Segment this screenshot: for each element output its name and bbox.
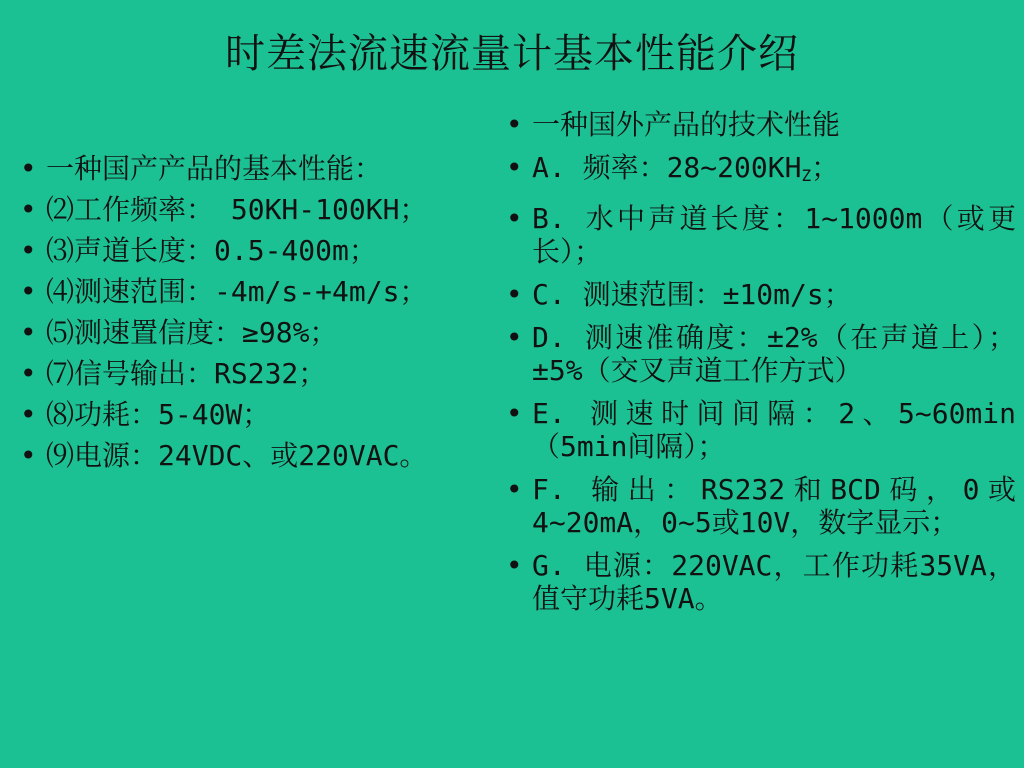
list-item xyxy=(500,202,1016,268)
bullet-icon: • xyxy=(506,151,523,184)
bullet-icon: • xyxy=(506,473,523,506)
list-item-text: E. 测速时间间隔：2、5~60min（5min间隔）； xyxy=(532,397,1016,463)
bullet-icon: • xyxy=(506,278,523,311)
bullet-icon: • xyxy=(20,357,37,390)
list-item-text: ⑵工作频率： 50KH-100KH； xyxy=(46,193,428,226)
bullet-icon: • xyxy=(20,439,37,472)
list-item-text: 一种国外产品的技术性能 xyxy=(532,108,841,141)
right-bullet-list xyxy=(500,108,1016,625)
list-item xyxy=(14,398,462,431)
list-item-text: ⑻功耗：5-40W； xyxy=(46,398,271,431)
slide-title: 时差法流速流量计基本性能介绍 xyxy=(225,31,799,77)
bullet-icon: • xyxy=(20,398,37,431)
list-item-text: ⑼电源：24VDC、或220VAC。 xyxy=(46,439,428,472)
list-item xyxy=(14,234,462,267)
list-item-text: G. 电源：220VAC，工作功耗35VA，值守功耗5VA。 xyxy=(532,549,1016,615)
list-item xyxy=(14,439,462,472)
bullet-icon: • xyxy=(20,152,37,185)
bullet-icon: • xyxy=(506,397,523,430)
list-item-text-tail: ； xyxy=(811,151,840,184)
list-item-text: C. 测速范围：±10m/s； xyxy=(532,278,852,311)
list-item-text: F. 输出：RS232和BCD码，0或4~20mA，0~5或10V，数字显示； xyxy=(532,473,1016,539)
list-item xyxy=(500,397,1016,463)
list-item-text: A. 频率：28~200KH xyxy=(532,151,802,184)
bullet-icon: • xyxy=(20,193,37,226)
list-item xyxy=(500,151,1016,192)
bullet-icon: • xyxy=(506,202,523,235)
bullet-icon: • xyxy=(20,316,37,349)
bullet-icon: • xyxy=(506,549,523,582)
subscript-text: Z xyxy=(801,166,812,185)
list-item xyxy=(14,275,462,308)
list-item xyxy=(500,473,1016,539)
list-item-text: ⑺信号输出：RS232； xyxy=(46,357,327,390)
list-item xyxy=(500,321,1016,387)
list-item xyxy=(500,278,1016,311)
list-item-text: 一种国产产品的基本性能： xyxy=(46,152,383,185)
bullet-icon: • xyxy=(506,108,523,141)
list-item xyxy=(500,549,1016,615)
bullet-icon: • xyxy=(20,234,37,267)
list-item xyxy=(14,357,462,390)
list-item xyxy=(14,316,462,349)
list-item-text: D. 测速准确度：±2%（在声道上）；±5%（交叉声道工作方式） xyxy=(532,321,1016,387)
bullet-icon: • xyxy=(20,275,37,308)
list-item-text: ⑷测速范围：-4m/s-+4m/s； xyxy=(46,275,428,308)
list-item xyxy=(500,108,1016,141)
list-item xyxy=(14,193,462,226)
list-item xyxy=(14,152,462,185)
list-item-text: B. 水中声道长度：1~1000m（或更长）； xyxy=(532,202,1016,268)
list-item-text: ⑶声道长度：0.5-400m； xyxy=(46,234,377,267)
list-item-text: ⑸测速置信度：≥98%； xyxy=(46,316,338,349)
bullet-icon: • xyxy=(506,321,523,354)
left-bullet-list xyxy=(14,152,462,480)
